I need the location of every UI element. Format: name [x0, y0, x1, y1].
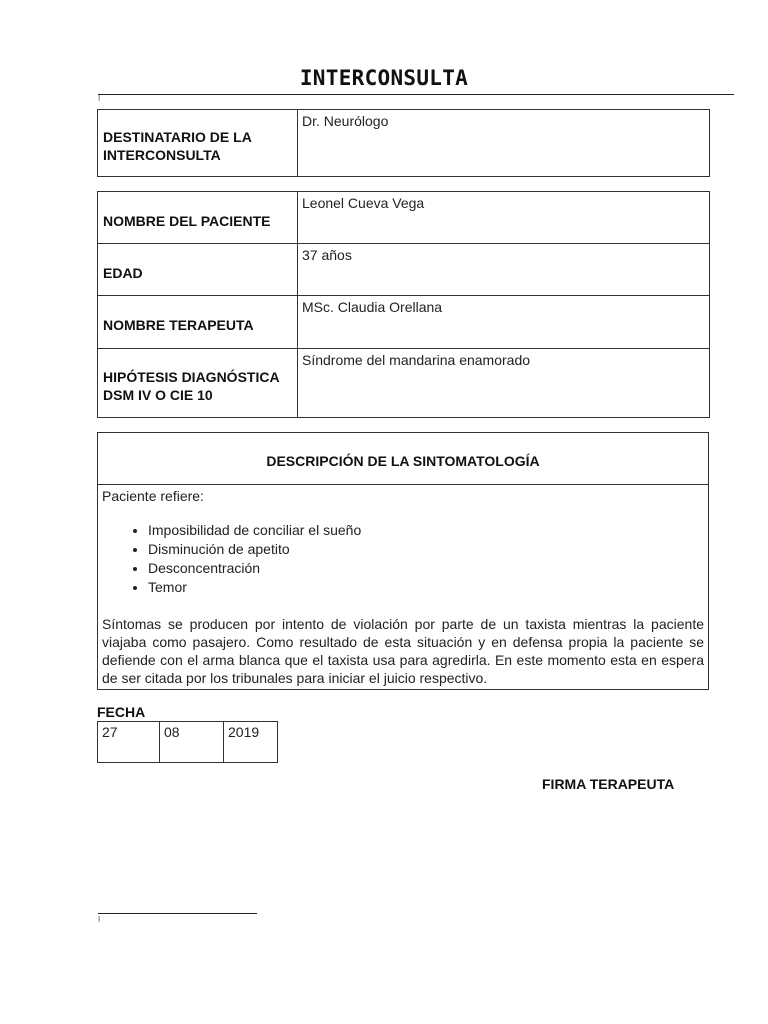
list-item: • Disminución de apetito — [148, 540, 704, 559]
destinatario-table — [97, 109, 710, 177]
list-item: • Desconcentración — [148, 559, 704, 578]
footnote-rule — [98, 913, 257, 914]
date-table — [97, 721, 278, 763]
footnote-mark-top: I — [98, 94, 101, 103]
patient-info-table — [97, 191, 710, 418]
patient-name-value: Leonel Cueva Vega — [298, 192, 710, 244]
table-row — [98, 192, 710, 244]
list-item: • Temor — [148, 578, 704, 597]
date-year: 2019 — [224, 722, 278, 763]
patient-name-label: NOMBRE DEL PACIENTE — [98, 192, 298, 244]
table-row — [98, 349, 710, 418]
table-row — [98, 296, 710, 349]
symptoms-paragraph: Síntomas se producen por intento de violación por parte de un taxista mientras la paciente viajaba como pasajero. Como resultado de esta situación y en defensa propia la paciente se defiende con el arma blanca que el taxista usa para agredirla. En este momento esta en espera de ser citada por los tribunales para iniciar el juicio respectivo. — [102, 616, 704, 686]
therapist-value: MSc. Claudia Orellana — [298, 296, 710, 349]
date-label: FECHA — [97, 704, 146, 720]
diagnosis-label: HIPÓTESIS DIAGNÓSTICA DSM IV O CIE 10 — [98, 349, 298, 418]
therapist-label: NOMBRE TERAPEUTA — [98, 296, 298, 349]
table-row — [98, 244, 710, 296]
list-item: • Imposibilidad de conciliar el sueño — [148, 521, 704, 540]
date-day: 27 — [98, 722, 160, 763]
symptoms-list — [102, 521, 704, 597]
destinatario-label: DESTINATARIO DE LA INTERCONSULTA — [98, 110, 298, 177]
symptoms-body — [98, 485, 708, 689]
title-rule — [98, 94, 734, 95]
diagnosis-value: Síndrome del mandarina enamorado — [298, 349, 710, 418]
age-value: 37 años — [298, 244, 710, 296]
symptoms-intro: Paciente refiere: — [102, 488, 204, 504]
document-title: INTERCONSULTA — [299, 66, 469, 90]
age-label: EDAD — [98, 244, 298, 296]
footnote-mark-bottom: I — [98, 915, 101, 924]
symptoms-heading: DESCRIPCIÓN DE LA SINTOMATOLOGÍA — [98, 433, 708, 485]
date-month: 08 — [160, 722, 224, 763]
therapist-signature-label: FIRMA TERAPEUTA — [542, 776, 675, 792]
symptoms-section — [97, 432, 709, 690]
destinatario-value: Dr. Neurólogo — [298, 110, 710, 177]
